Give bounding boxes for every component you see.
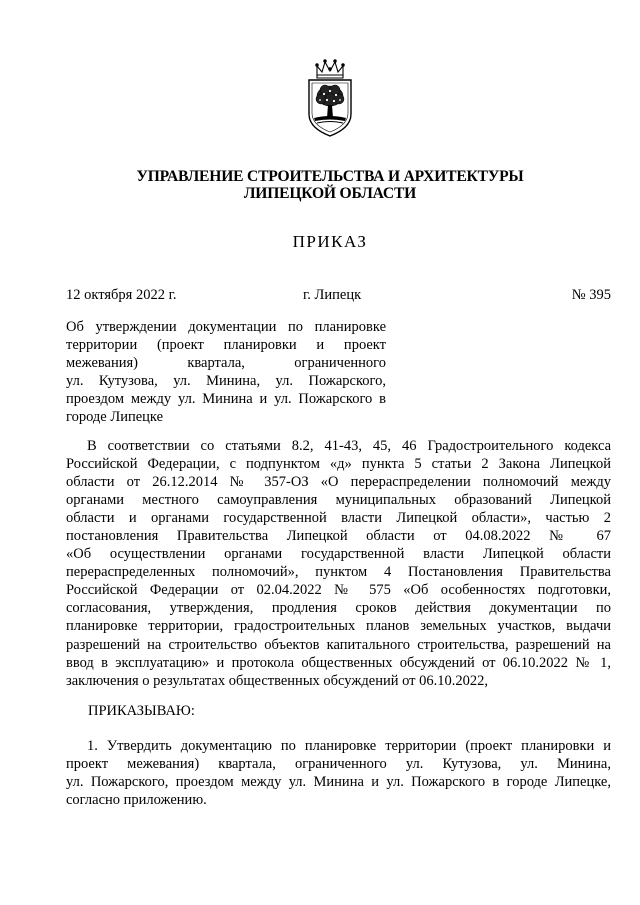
orders-label: ПРИКАЗЫВАЮ: — [88, 703, 195, 719]
text-line: заключения о результатах общественных обсуждений от 06.10.2022, — [66, 672, 488, 689]
text-line: территории (проект планировки и проект — [66, 337, 386, 354]
document-subject — [66, 318, 386, 426]
text-line: постановления Правительства Липецкой области от 04.08.2022 № 67 — [66, 528, 611, 545]
organization-name — [60, 168, 600, 202]
text-line: области и органами государственной власти Липецкой области», частью 2 — [66, 510, 611, 527]
text-line: городе Липецке — [66, 409, 164, 426]
text-line: проездом между ул. Минина и ул. Пожарского в — [66, 391, 386, 408]
document-meta — [66, 287, 611, 305]
document-date: 12 октября 2022 г. — [66, 287, 177, 303]
text-line: Российской Федерации от 02.04.2022 № 575 «Об особенностях подготовки, — [66, 582, 611, 599]
organization-line-1: УПРАВЛЕНИЕ СТРОИТЕЛЬСТВА И АРХИТЕКТУРЫ — [136, 168, 524, 185]
document-number: № 395 — [571, 287, 611, 303]
text-line: перераспределенных полномочий», пунктом 4 Постановления Правительства — [66, 564, 611, 581]
text-line: ул. Пожарского, проездом между ул. Минина и ул. Пожарского в городе Липецке, — [66, 774, 611, 791]
text-line: ввод в эксплуатацию» и протокола общественных обсуждений от 06.10.2022 № 1, — [66, 654, 611, 671]
coat-of-arms-icon — [303, 58, 357, 140]
text-line: 1. Утвердить документацию по планировке территории (проект планировки и — [87, 738, 611, 754]
text-line: органами местного самоуправления муниципальных образований Липецкой — [66, 492, 611, 509]
text-line: Об утверждении документации по планировке — [66, 319, 386, 335]
text-line: Российской Федерации, с подпунктом «д» пункта 5 статьи 2 Закона Липецкой — [66, 456, 611, 473]
text-line: ул. Кутузова, ул. Минина, ул. Пожарского, — [66, 373, 386, 390]
text-line: согласования, утверждения, продления сроков действия документации по — [66, 600, 611, 617]
text-line: «Об осуществлении органами государственной власти Липецкой области — [66, 546, 611, 563]
text-line: межевания) квартала, ограниченного — [66, 355, 386, 372]
text-line: области от 26.12.2014 № 357-ОЗ «О перераспределении полномочий между — [66, 474, 611, 491]
preamble-paragraph — [66, 437, 611, 690]
order-item-1 — [66, 737, 611, 809]
text-line: В соответствии со статьями 8.2, 41-43, 45, 46 Градостроительного кодекса — [87, 438, 611, 454]
organization-line-2: ЛИПЕЦКОЙ ОБЛАСТИ — [243, 185, 417, 202]
document-type: ПРИКАЗ — [292, 232, 368, 251]
document-city: г. Липецк — [303, 287, 362, 303]
text-line: согласно приложению. — [66, 792, 207, 809]
text-line: планировке территории, градостроительных планов земельных участков, выдачи — [66, 618, 611, 635]
text-line: проект межевания) квартала, ограниченного ул. Кутузова, ул. Минина, — [66, 756, 611, 773]
text-line: разрешений на строительство объектов капитального строительства, разрешений на — [66, 636, 611, 653]
